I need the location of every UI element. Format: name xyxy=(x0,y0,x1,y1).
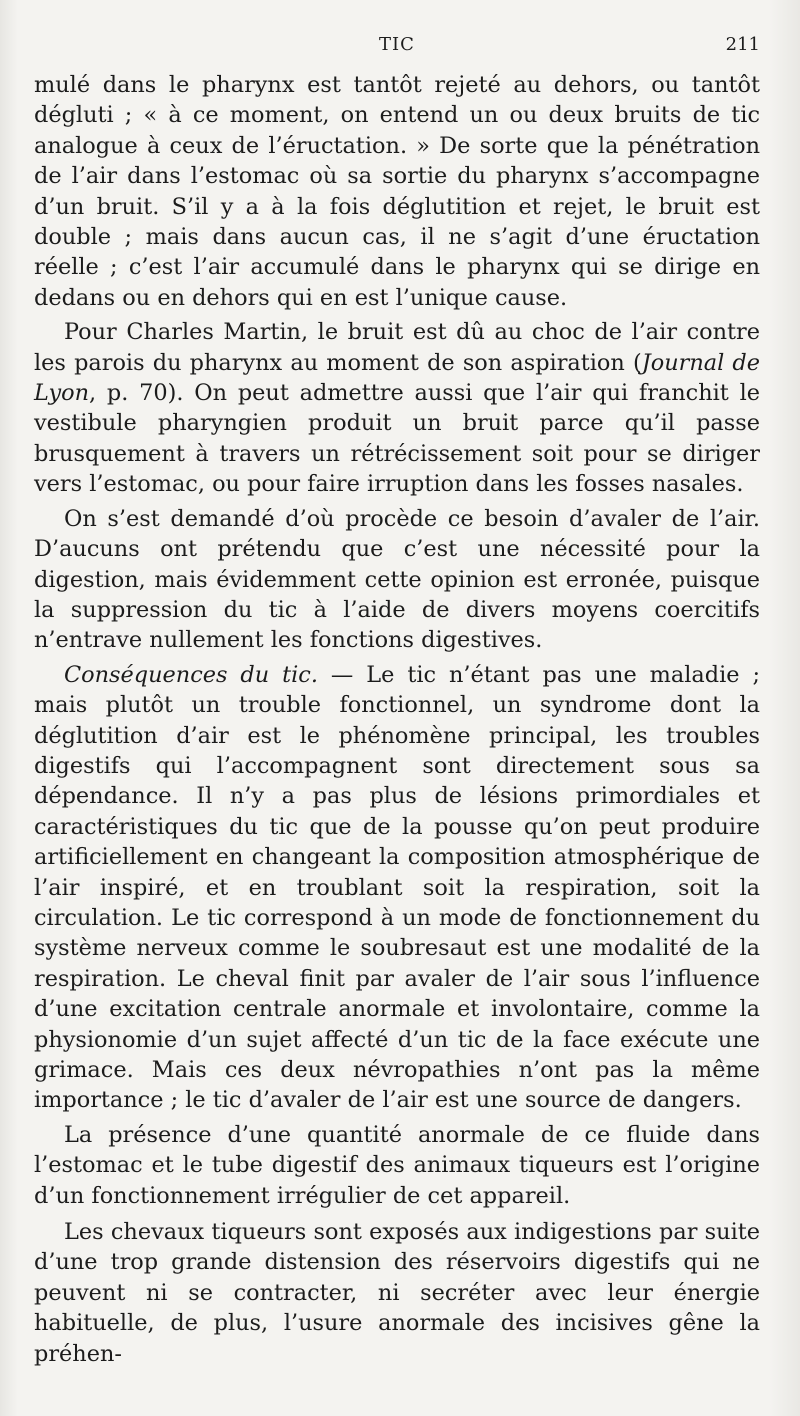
section-heading: Conséquences du tic. xyxy=(64,661,318,688)
page-header xyxy=(34,30,760,70)
paragraph-text: — Le tic n’étant pas une maladie ; mais plutôt un trouble fonctionnel, un syndrome dont la déglutition d’air est le phénomène principal, les troubles digestifs qui l’accompagnent sont directement sous sa dépendance. Il n’y a pas plus de lésions primordiales et caractéristiques du tic que de la pousse qu’on peut produire artificiellement en changeant la composition atmosphérique de l’air inspiré, et en troublant soit la respiration, soit la circulation. Le tic correspond à un mode de fonctionnement du système nerveux comme le soubresaut est une modalité de la respiration. Le cheval finit par avaler de l’air sous l’influence d’une excitation centrale anormale et involontaire, comme la physionomie d’un sujet affecté d’un tic de la face exécute une grimace. Mais ces deux névropathies n’ont pas la même importance ; le tic d’avaler de l’air est une source de dangers. xyxy=(34,661,760,1114)
paragraph-chevaux: Les chevaux tiqueurs sont exposés aux indigestions par suite d’une trop grande distension des réservoirs digestifs qui ne peuvent ni se contracter, ni secréter avec leur énergie habituelle, de plus, l’usure anormale des incisives gêne la préhen- xyxy=(34,1219,760,1367)
paragraph-charles-martin xyxy=(34,317,760,499)
paragraph-consequences xyxy=(34,660,760,1116)
body-text xyxy=(34,70,760,1369)
paragraph-presence: La présence d’une quantité anormale de ce fluide dans l’estomac et le tube digestif des animaux tiqueurs est l’origine d’un fonctionnement irrégulier de cet appareil. xyxy=(34,1121,760,1209)
paragraph-besoin: On s’est demandé d’où procède ce besoin d’avaler de l’air. D’aucuns ont prétendu que c’est une nécessité pour la digestion, mais évidemment cette opinion est erronée, puisque la suppression du tic à l’aide de divers moyens coercitifs n’entrave nullement les fonctions digestives. xyxy=(34,505,760,654)
journal-citation: Journal de Lyon xyxy=(34,349,760,407)
running-title: TIC xyxy=(379,34,415,55)
page-number: 211 xyxy=(725,34,760,55)
paragraph-text: , p. 70). On peut admettre aussi que l’air qui franchit le vestibule pharyngien produit un bruit parce qu’il passe brusquement à travers un rétrécissement soit pour se diriger vers l’estomac, ou pour faire irruption dans les fosses nasales. xyxy=(34,380,760,498)
paragraph-text: Pour Charles Martin, le bruit est dû au choc de l’air contre les parois du pharynx au moment de son aspiration ( xyxy=(34,319,760,376)
paragraph-continuation: mulé dans le pharynx est tantôt rejeté au dehors, ou tantôt dégluti ; « à ce moment, on entend un ou deux bruits de tic analogue à ceux de l’éructation. » De sorte que la pénétration de l’air dans l’estomac où sa sortie du pharynx s’accompagne d’un bruit. S’il y a à la fois déglutition et rejet, le bruit est double ; mais dans aucun cas, il ne s’agit d’une éructation réelle ; c’est l’air accumulé dans le pharynx qui se dirige en dedans ou en dehors qui en est l’unique cause. xyxy=(34,72,760,311)
